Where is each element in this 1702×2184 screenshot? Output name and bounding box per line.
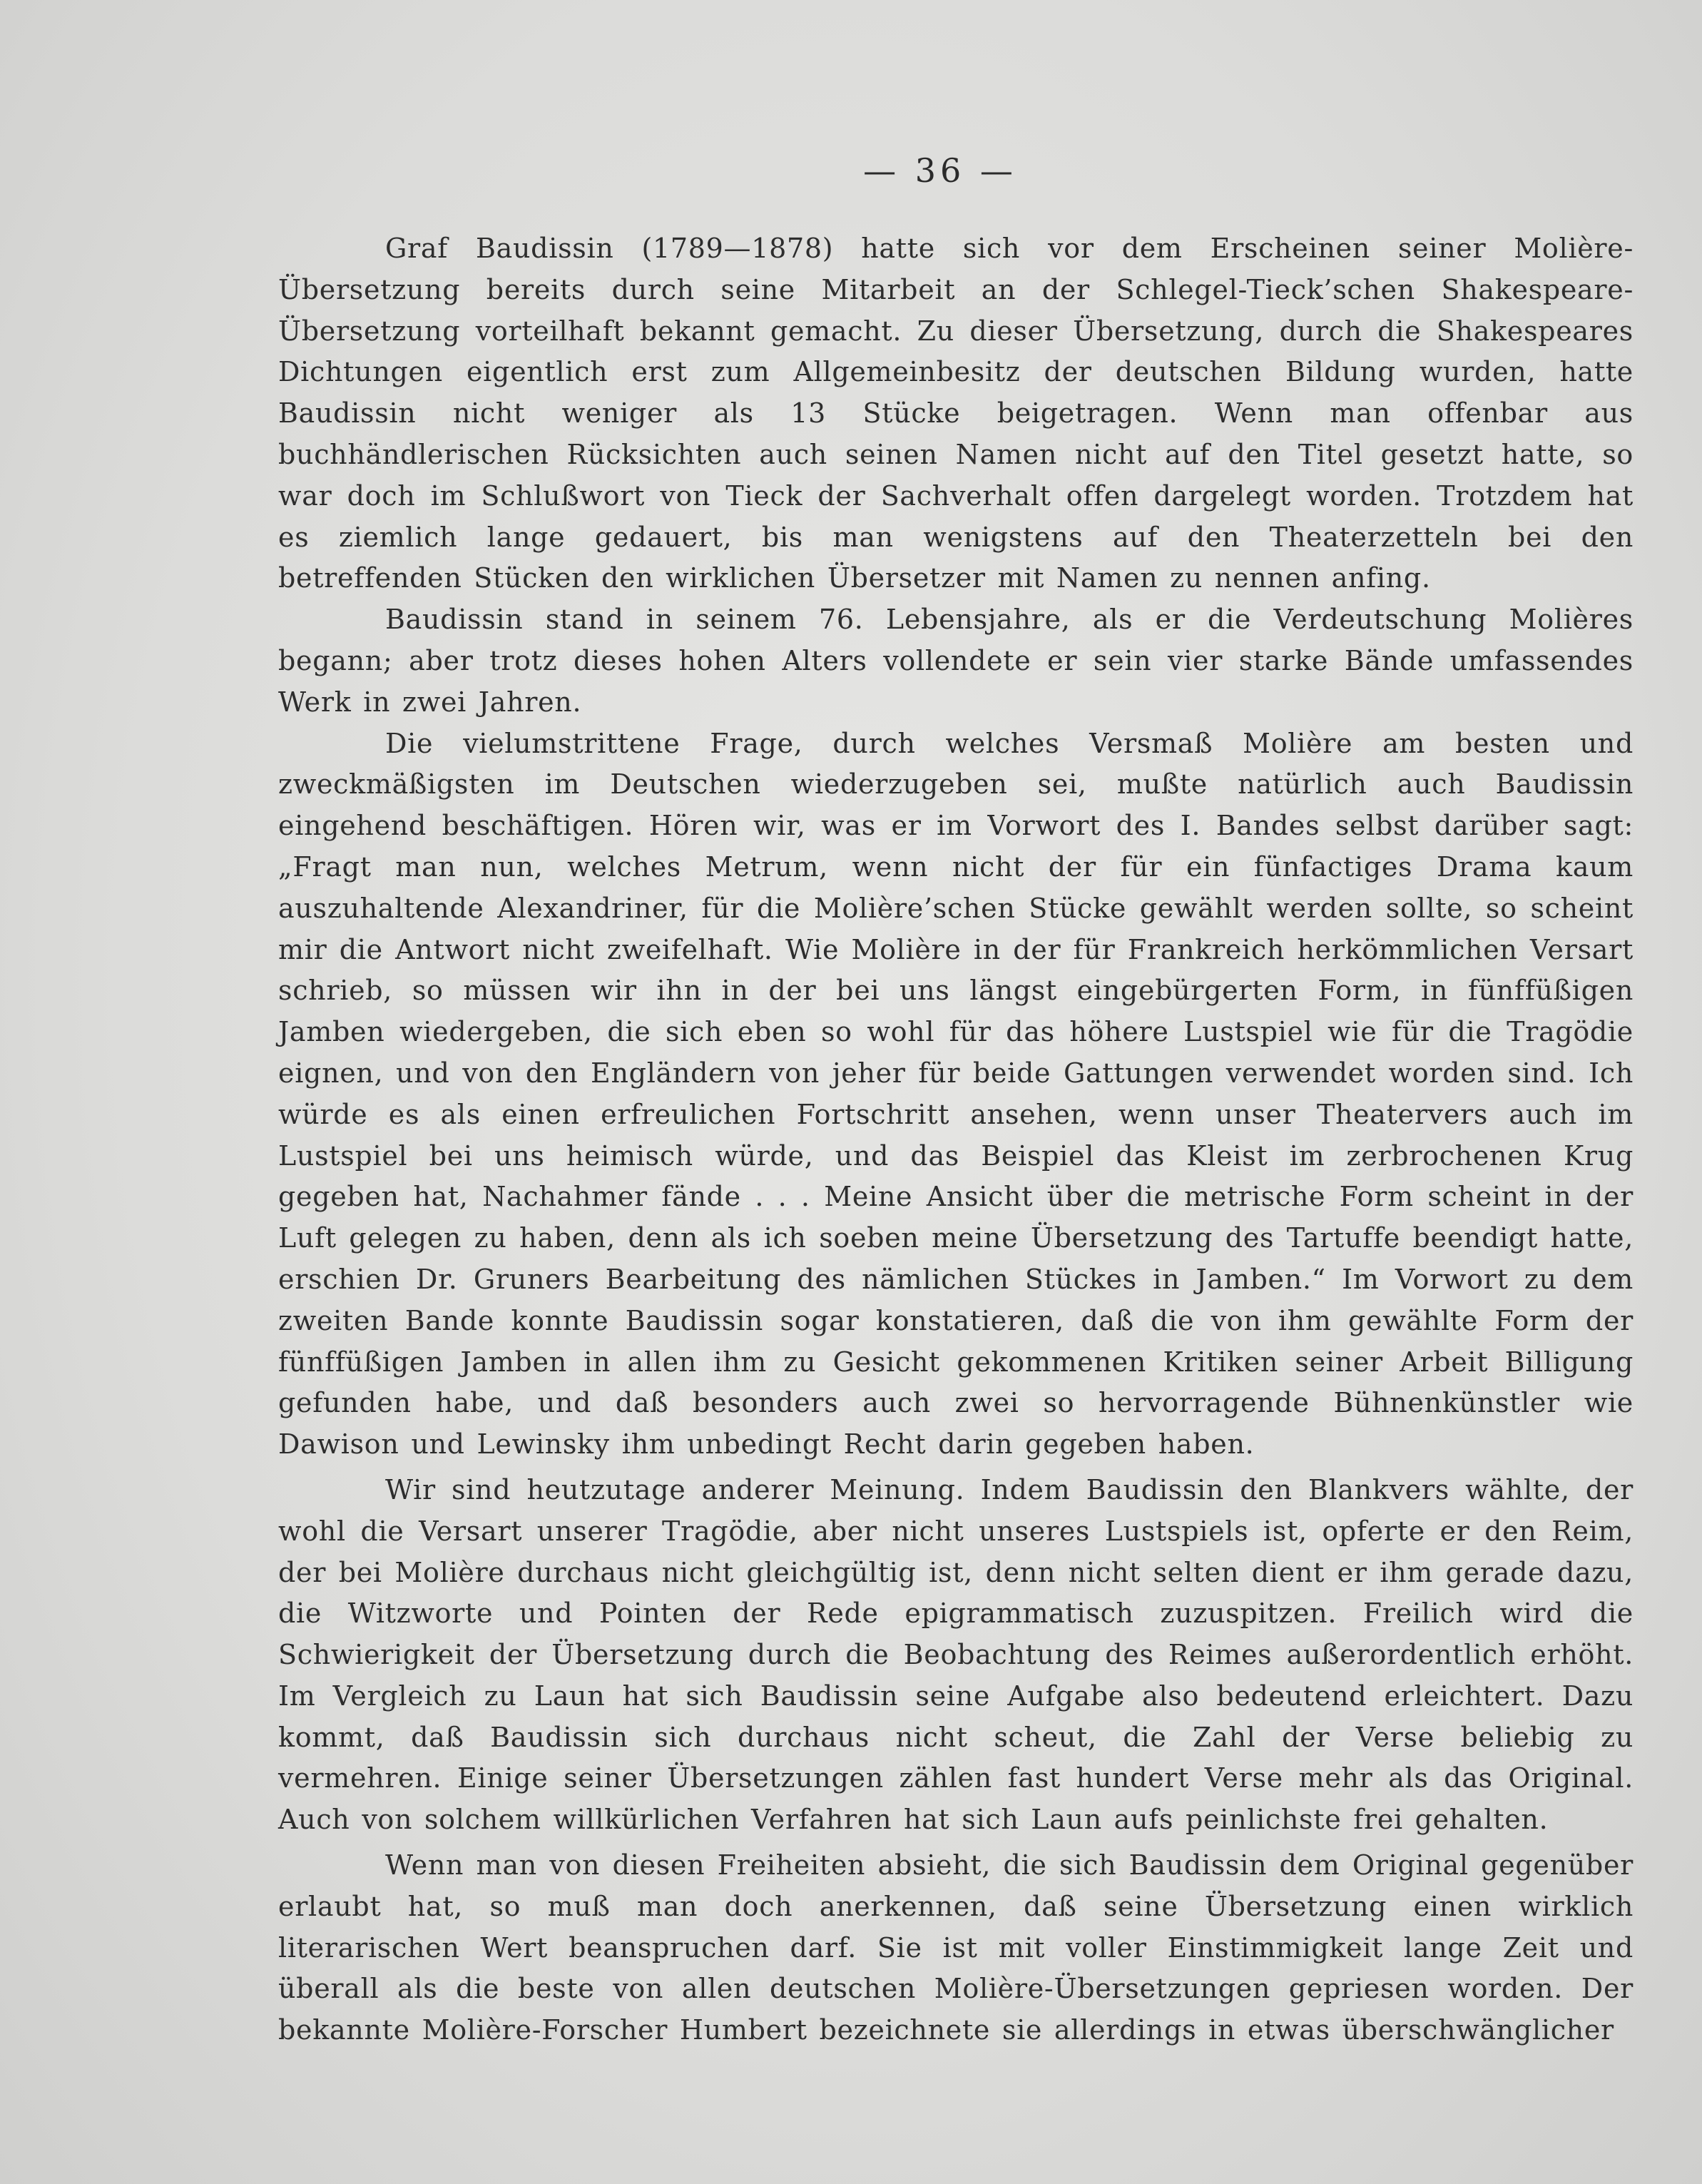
body-text [278, 228, 1634, 2051]
paragraph-3: Die vielumstrittene Frage, durch welches Versmaß Molière am besten und zweckmäßigsten im Deutschen wiederzugeben sei, mußte natürlich auch Baudissin eingehend beschäftigen. Hören wir, was er im Vorwort des I. Bandes selbst darüber sagt: „Fragt man nun, welches Metrum, wenn nicht der für ein fünfactiges Drama kaum auszuhaltende Alexandriner, für die Molière’schen Stücke gewählt werden sollte, so scheint mir die Antwort nicht zweifelhaft. Wie Molière in der für Frankreich herkömmlichen Versart schrieb, so müssen wir ihn in der bei uns längst eingebürgerten Form, in fünffüßigen Jamben wiedergeben, die sich eben so wohl für das höhere Lustspiel wie für die Tragödie eignen, und von den Engländern von jeher für beide Gattungen verwendet worden sind. Ich würde es als einen erfreulichen Fortschritt ansehen, wenn unser Theatervers auch im Lustspiel bei uns heimisch würde, und das Beispiel das Kleist im zerbrochenen Krug gegeben hat, Nachahmer fände . . . Meine Ansicht über die metrische Form scheint in der Luft gelegen zu haben, denn als ich soeben meine Übersetzung des Tartuffe beendigt hatte, erschien Dr. Gruners Bearbeitung des nämlichen Stückes in Jamben.“ Im Vorwort zu dem zweiten Bande konnte Baudissin sogar konstatieren, daß die von ihm gewählte Form der fünffüßigen Jamben in allen ihm zu Gesicht gekommenen Kritiken seiner Arbeit Billigung gefunden habe, und daß besonders auch zwei so hervorragende Bühnenkünstler wie Dawison und Lewinsky ihm unbedingt Recht darin gegeben haben. [278, 727, 1634, 1461]
paragraph-4: Wir sind heutzutage anderer Meinung. Indem Baudissin den Blankvers wählte, der wohl die Versart unserer Tragödie, aber nicht unseres Lustspiels ist, opferte er den Reim, der bei Molière durchaus nicht gleichgültig ist, denn nicht selten dient er ihm gerade dazu, die Witzworte und Pointen der Rede epigrammatisch zuzuspitzen. Freilich wird die Schwierigkeit der Übersetzung durch die Beobachtung des Reimes außerordentlich erhöht. Im Vergleich zu Laun hat sich Baudissin seine Aufgabe also bedeutend erleichtert. Dazu kommt, daß Baudissin sich durchaus nicht scheut, die Zahl der Verse beliebig zu vermehren. Einige seiner Übersetzungen zählen fast hundert Verse mehr als das Original. Auch von solchem willkürlichen Verfahren hat sich Laun aufs peinlichste frei gehalten. [278, 1473, 1634, 1836]
paragraph-1: Graf Baudissin (1789—1878) hatte sich vor dem Erscheinen seiner Molière-Übersetzung bereits durch seine Mitarbeit an der Schlegel-Tieck’schen Shakespeare-Übersetzung vorteilhaft bekannt gemacht. Zu dieser Übersetzung, durch die Shakespeares Dichtungen eigentlich erst zum Allgemeinbesitz der deutschen Bildung wurden, hatte Baudissin nicht weniger als 13 Stücke beigetragen. Wenn man offenbar aus buchhändlerischen Rücksichten auch seinen Namen nicht auf den Titel gesetzt hatte, so war doch im Schlußwort von Tieck der Sachverhalt offen dargelegt worden. Trotzdem hat es ziemlich lange gedauert, bis man wenigstens auf den Theaterzetteln bei den betreffenden Stücken den wirklichen Übersetzer mit Namen zu nennen anfing. [278, 233, 1634, 594]
page-number: — 36 — [863, 151, 1017, 190]
paragraph-5: Wenn man von diesen Freiheiten absieht, die sich Baudissin dem Original gegenüber erlaubt hat, so muß man doch anerkennen, daß seine Übersetzung einen wirklich literarischen Wert beanspruchen darf. Sie ist mit voller Einstimmigkeit lange Zeit und überall als die beste von allen deutschen Molière-Übersetzungen gepriesen worden. Der bekannte Molière-Forscher Humbert bezeichnete sie allerdings in etwas überschwänglicher [278, 1849, 1634, 2046]
paragraph-2: Baudissin stand in seinem 76. Lebensjahre, als er die Verdeutschung Molières begann; aber trotz dieses hohen Alters vollendete er sein vier starke Bände umfassendes Werk in zwei Jahren. [278, 604, 1634, 718]
